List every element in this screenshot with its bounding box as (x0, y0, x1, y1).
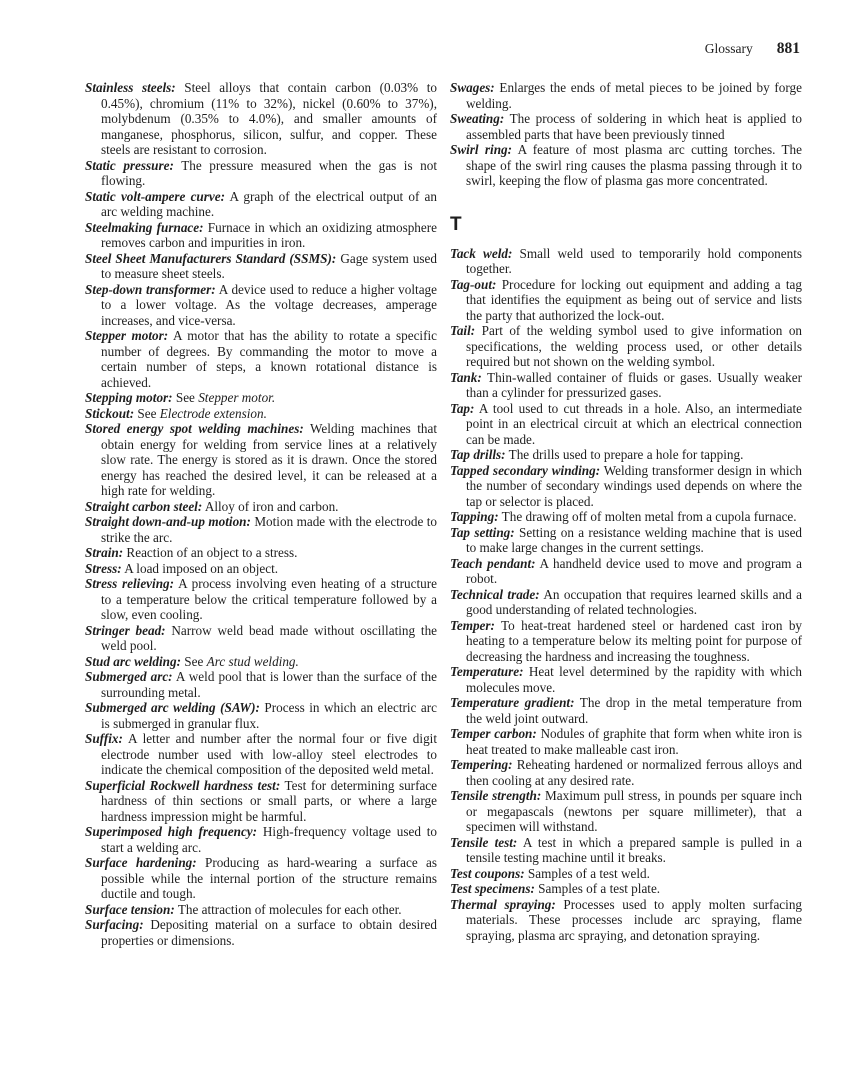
glossary-term: Strain: (85, 545, 124, 560)
glossary-term: Tensile test: (450, 834, 518, 850)
glossary-definition: A handheld device used to move and program a robot. (466, 555, 802, 586)
glossary-entry (450, 509, 802, 525)
glossary-term: Temper carbon: (450, 726, 537, 741)
glossary-entry (450, 463, 802, 510)
glossary-term: Stress: (85, 560, 122, 576)
glossary-column-left (85, 80, 437, 948)
glossary-entry (85, 855, 437, 902)
glossary-entry (450, 447, 802, 463)
glossary-term: Temperature gradient: (450, 695, 575, 710)
glossary-definition: See (175, 390, 195, 405)
glossary-definition: Maximum pull stress, in pounds per square inch or megapascals (newtons per square millimeter), that a specimen will withstand. (466, 788, 802, 834)
glossary-term: Submerged arc welding (SAW): (85, 700, 260, 715)
glossary-definition: A tool used to cut threads in a hole. Also, an intermediate point in an electrical circuit at which an electrical connection can be made. (466, 400, 802, 447)
glossary-entry (85, 731, 437, 778)
glossary-term: Static pressure: (85, 157, 174, 173)
glossary-header-label: Glossary (704, 41, 753, 56)
glossary-term: Submerged arc: (85, 669, 173, 684)
glossary-entry (450, 695, 802, 726)
glossary-definition: Heat level determined by the rapidity with which molecules move. (466, 664, 802, 695)
glossary-entry (85, 576, 437, 623)
glossary-entry (450, 556, 802, 587)
glossary-entry (450, 835, 802, 866)
glossary-entry (85, 514, 437, 545)
glossary-entry (85, 700, 437, 731)
page-header (705, 40, 800, 58)
glossary-cross-reference: Electrode extension. (159, 405, 267, 421)
glossary-definition: Setting on a resistance welding machine that is used to make large changes in the current settings. (466, 524, 803, 555)
glossary-term: Step-down transformer: (85, 281, 216, 297)
glossary-term: Superficial Rockwell hardness test: (85, 777, 281, 793)
glossary-entry (85, 824, 437, 855)
glossary-term: Tank: (450, 369, 482, 385)
glossary-definition: A weld pool that is lower than the surface of the surrounding metal. (101, 669, 437, 700)
glossary-entry (85, 158, 437, 189)
glossary-entry (450, 757, 802, 788)
glossary-definition: A feature of most plasma arc cutting torches. The shape of the swirl ring causes the plasma passing through it to swirl, keeping the flow of plasma gas more concentrated. (466, 142, 802, 188)
glossary-definition: Alloy of iron and carbon. (204, 498, 339, 514)
glossary-term: Tapped secondary winding: (450, 462, 601, 478)
glossary-entry (85, 282, 437, 329)
glossary-definition: Furnace in which an oxidizing atmosphere removes carbon and impurities in iron. (101, 219, 437, 250)
glossary-definition: A letter and number after the normal four or five digit electrode number used with low-alloy steel electrodes to indicate the chemical composition of the deposited weld metal. (101, 731, 437, 777)
glossary-term: Tapping: (450, 509, 499, 524)
glossary-term: Tap setting: (450, 524, 515, 540)
glossary-definition: Procedure for locking out equipment and adding a tag that identifies the equipment as being out of service and lists the party that authorized the lock-out. (466, 276, 802, 323)
glossary-definition: Processes used to apply molten surfacing materials. These processes include arc spraying, flame spraying, plasma arc spraying, and detonation spraying. (466, 896, 803, 943)
glossary-entry (85, 80, 437, 158)
glossary-definition: The attraction of molecules for each other. (177, 901, 402, 917)
glossary-cross-reference: Arc stud welding. (206, 653, 299, 669)
glossary-entry (85, 251, 437, 282)
glossary-definition: The drills used to prepare a hole for tapping. (508, 447, 744, 462)
glossary-term: Stickout: (85, 405, 135, 421)
glossary-term: Temperature: (450, 664, 524, 679)
glossary-entry (85, 902, 437, 918)
glossary-entry (85, 545, 437, 561)
glossary-entry (450, 788, 802, 835)
glossary-term: Stainless steels: (85, 80, 176, 95)
glossary-definition: Producing as hard-wearing a surface as possible while the internal portion of the structure remains ductile and tough. (101, 855, 438, 901)
glossary-entry (85, 654, 437, 670)
glossary-definition: Motion made with the electrode to strike the arc. (101, 514, 438, 545)
entry-list-left (85, 80, 437, 948)
glossary-column-right (450, 80, 802, 948)
glossary-entry (450, 370, 802, 401)
glossary-entry (85, 561, 437, 577)
glossary-term: Static volt-ampere curve: (85, 188, 225, 204)
glossary-term: Steelmaking furnace: (85, 219, 204, 235)
glossary-entry (85, 669, 437, 700)
glossary-term: Teach pendant: (450, 555, 536, 571)
section-letter-heading: T (450, 213, 462, 235)
glossary-term: Surfacing: (85, 917, 144, 932)
glossary-definition: A device used to reduce a higher voltage to a lower voltage. As the voltage decreases, amperage increases, and vice-versa. (101, 281, 437, 328)
glossary-term: Swages: (450, 80, 495, 95)
glossary-term: Swirl ring: (450, 142, 513, 157)
glossary-term: Tap drills: (450, 447, 506, 462)
glossary-definition: Reaction of an object to a stress. (126, 545, 298, 560)
glossary-definition: Enlarges the ends of metal pieces to be joined by forge welding. (466, 80, 803, 111)
glossary-term: Test specimens: (450, 881, 535, 896)
glossary-entry (85, 390, 437, 406)
glossary-definition: Gage system used to measure sheet steels. (101, 250, 437, 281)
glossary-entry (450, 525, 802, 556)
entry-list-right-t (450, 246, 802, 944)
glossary-entry (450, 111, 802, 142)
glossary-entry (450, 897, 802, 944)
glossary-definition: Process in which an electric arc is submerged in granular flux. (101, 700, 437, 731)
glossary-term: Superimposed high frequency: (85, 824, 258, 839)
glossary-term: Tempering: (450, 757, 513, 772)
glossary-entry (85, 189, 437, 220)
glossary-cross-reference: Stepper motor. (198, 390, 276, 405)
glossary-definition: Samples of a test plate. (538, 881, 661, 896)
glossary-definition: See (137, 405, 157, 421)
glossary-columns (85, 80, 802, 948)
glossary-term: Surface hardening: (85, 855, 197, 870)
glossary-entry (450, 726, 802, 757)
glossary-term: Stored energy spot welding machines: (85, 421, 304, 436)
glossary-definition: Welding transformer design in which the number of secondary windings used depends on where the tap or selector is placed. (466, 462, 803, 509)
glossary-definition: The drawing off of molten metal from a cupola furnace. (501, 509, 797, 524)
glossary-term: Temper: (450, 617, 495, 633)
glossary-term: Straight carbon steel: (85, 498, 203, 514)
glossary-term: Suffix: (85, 731, 123, 746)
glossary-entry (85, 421, 437, 499)
glossary-term: Tail: (450, 323, 476, 338)
glossary-entry (450, 80, 802, 111)
glossary-entry (450, 866, 802, 882)
glossary-term: Technical trade: (450, 586, 540, 602)
glossary-definition: Part of the welding symbol used to give information on specifications, the welding process used, or other details required but not shown on the welding symbol. (466, 323, 803, 369)
glossary-term: Tack weld: (450, 245, 513, 261)
glossary-definition: Depositing material on a surface to obtain desired properties or dimensions. (101, 917, 437, 948)
glossary-definition: Test for determining surface hardness of thin sections or small parts, or where a large hardness impression might be harmful. (101, 777, 438, 824)
glossary-entry (450, 401, 802, 448)
glossary-term: Thermal spraying: (450, 896, 556, 912)
glossary-definition: Small weld used to temporarily hold components together. (466, 245, 802, 276)
glossary-definition: Narrow weld bead made without oscillating the weld pool. (101, 622, 438, 653)
glossary-definition: A graph of the electrical output of an arc welding machine. (101, 188, 437, 219)
glossary-definition: A motor that has the ability to rotate a specific number of degrees. By commanding the motor to move a certain number of steps, a known rotational distance is achieved. (101, 328, 437, 390)
glossary-term: Stepping motor: (85, 390, 173, 405)
glossary-entry (450, 142, 802, 189)
glossary-entry (85, 406, 437, 422)
glossary-definition: Reheating hardened or normalized ferrous alloys and then cooling at any desired rate. (466, 757, 803, 788)
glossary-definition: A test in which a prepared sample is pulled in a tensile testing machine until it breaks. (466, 834, 802, 865)
glossary-entry (450, 618, 802, 665)
glossary-definition: Nodules of graphite that form when white iron is heat treated to make malleable cast iron. (466, 726, 802, 757)
glossary-term: Test coupons: (450, 865, 525, 881)
glossary-definition: Steel alloys that contain carbon (0.03% to 0.45%), chromium (11% to 32%), nickel (0.60% to 37%), molybdenum (0.35% to 4.0%), and smaller amounts of manganese, phosphorus, silicon, sulfur, and copper. These steels are resistant to corrosion. (101, 80, 437, 157)
glossary-entry (450, 881, 802, 897)
glossary-definition: A process involving even heating of a structure to a temperature below the critical temperature followed by a slow, even cooling. (101, 576, 437, 622)
glossary-definition: An occupation that requires learned skills and a good understanding of related technologies. (466, 586, 802, 617)
glossary-term: Tap: (450, 400, 475, 416)
glossary-definition: See (184, 653, 204, 669)
glossary-entry (85, 220, 437, 251)
glossary-entry (450, 323, 802, 370)
glossary-definition: Welding machines that obtain energy for welding from service lines at a relatively slow rate. The energy is stored as it is drawn. Once the stored energy has reached the desired level, it can be released at a high rate for welding. (101, 421, 437, 498)
glossary-definition: High-frequency voltage used to start a welding arc. (101, 824, 438, 855)
glossary-entry (450, 664, 802, 695)
glossary-entry (85, 328, 437, 390)
glossary-definition: A load imposed on an object. (124, 560, 279, 576)
glossary-definition: The drop in the metal temperature from the weld joint outward. (466, 695, 802, 726)
glossary-term: Straight down-and-up motion: (85, 514, 251, 529)
glossary-definition: The process of soldering in which heat is applied to assembled parts that have been previously tinned (466, 111, 803, 142)
glossary-term: Stress relieving: (85, 576, 175, 591)
glossary-definition: Samples of a test weld. (527, 865, 650, 881)
glossary-definition: To heat-treat hardened steel or hardened cast iron by heating to a temperature below its melting point for purpose of decreasing the hardness and increasing the toughness. (466, 617, 803, 664)
glossary-definition: Thin-walled container of fluids or gases. Usually weaker than a cylinder for pressurized gases. (466, 369, 802, 400)
glossary-term: Steel Sheet Manufacturers Standard (SSMS): (85, 250, 337, 266)
glossary-entry (85, 778, 437, 825)
glossary-entry (450, 587, 802, 618)
glossary-entry (450, 277, 802, 324)
glossary-term: Tensile strength: (450, 788, 542, 803)
glossary-term: Sweating: (450, 111, 505, 126)
glossary-term: Surface tension: (85, 901, 175, 917)
glossary-entry (85, 499, 437, 515)
page-number: 881 (776, 40, 800, 57)
glossary-term: Tag-out: (450, 276, 497, 292)
glossary-term: Stringer bead: (85, 622, 166, 638)
glossary-term: Stepper motor: (85, 328, 169, 343)
glossary-term: Stud arc welding: (85, 653, 181, 669)
glossary-entry (85, 917, 437, 948)
glossary-definition: The pressure measured when the gas is not flowing. (101, 157, 438, 188)
glossary-entry (450, 246, 802, 277)
entry-list-right-s (450, 80, 802, 189)
glossary-entry (85, 623, 437, 654)
